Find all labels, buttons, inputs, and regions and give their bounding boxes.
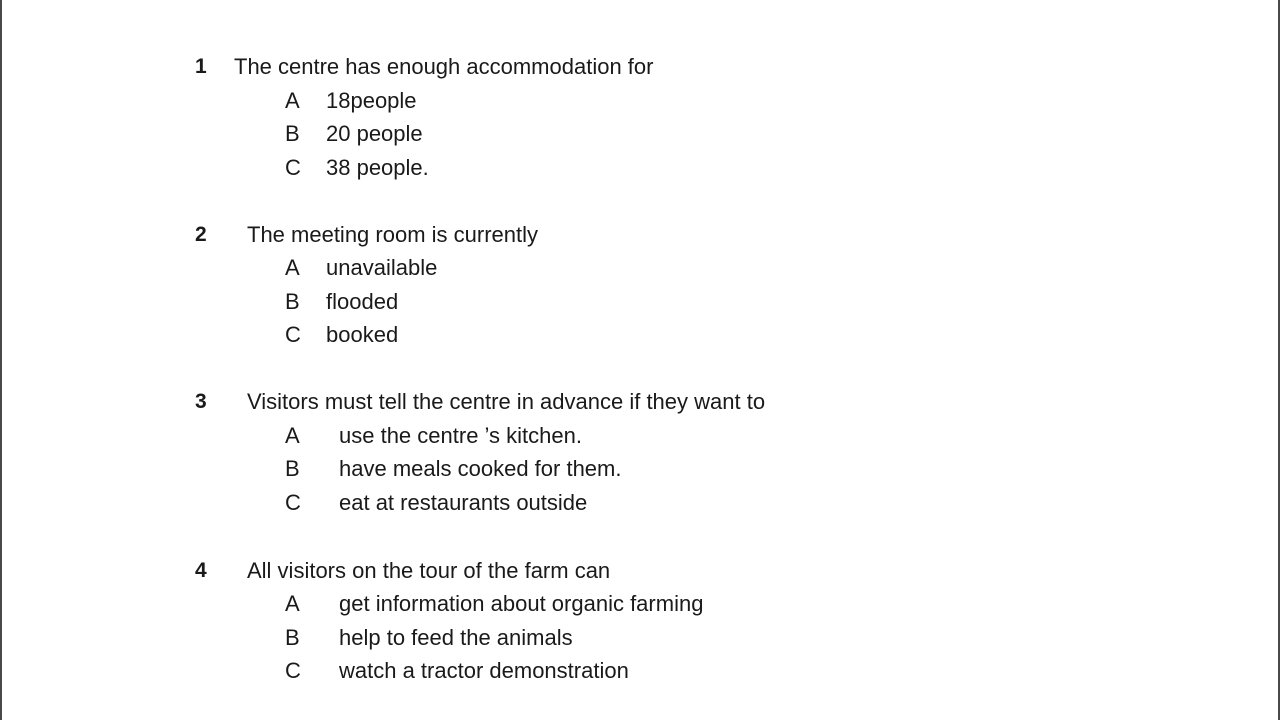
option-text: unavailable: [326, 255, 438, 280]
option-letter: B: [285, 456, 300, 481]
question-text: All visitors on the tour of the farm can: [247, 558, 611, 583]
option-letter: B: [285, 625, 300, 650]
option-text: watch a tractor demonstration: [339, 658, 629, 683]
option-text: 18people: [326, 88, 417, 113]
option-text: get information about organic farming: [339, 591, 704, 616]
option-letter: B: [285, 289, 300, 314]
option-text: have meals cooked for them.: [339, 456, 622, 481]
option-letter: C: [285, 155, 301, 180]
option-letter: A: [285, 88, 300, 113]
option-text: flooded: [326, 289, 399, 314]
option-letter: C: [285, 322, 301, 347]
question-text: The meeting room is currently: [247, 222, 538, 247]
option-text: booked: [326, 322, 399, 347]
option-letter: A: [285, 591, 300, 616]
question-number: 3: [195, 390, 207, 413]
option-letter: A: [285, 423, 300, 448]
option-letter: A: [285, 255, 300, 280]
question-number: 4: [195, 559, 207, 582]
page-border-left: [0, 0, 2, 720]
option-text: eat at restaurants outside: [339, 490, 588, 515]
option-text: help to feed the animals: [339, 625, 573, 650]
option-letter: C: [285, 658, 301, 683]
option-text: use the centre ’s kitchen.: [339, 423, 582, 448]
option-letter: B: [285, 121, 300, 146]
question-text: The centre has enough accommodation for: [234, 54, 654, 79]
option-letter: C: [285, 490, 301, 515]
question-text: Visitors must tell the centre in advance if they want to: [247, 389, 766, 414]
question-number: 2: [195, 223, 207, 246]
question-number: 1: [195, 55, 207, 78]
option-text: 20 people: [326, 121, 423, 146]
option-text: 38 people.: [326, 155, 429, 180]
